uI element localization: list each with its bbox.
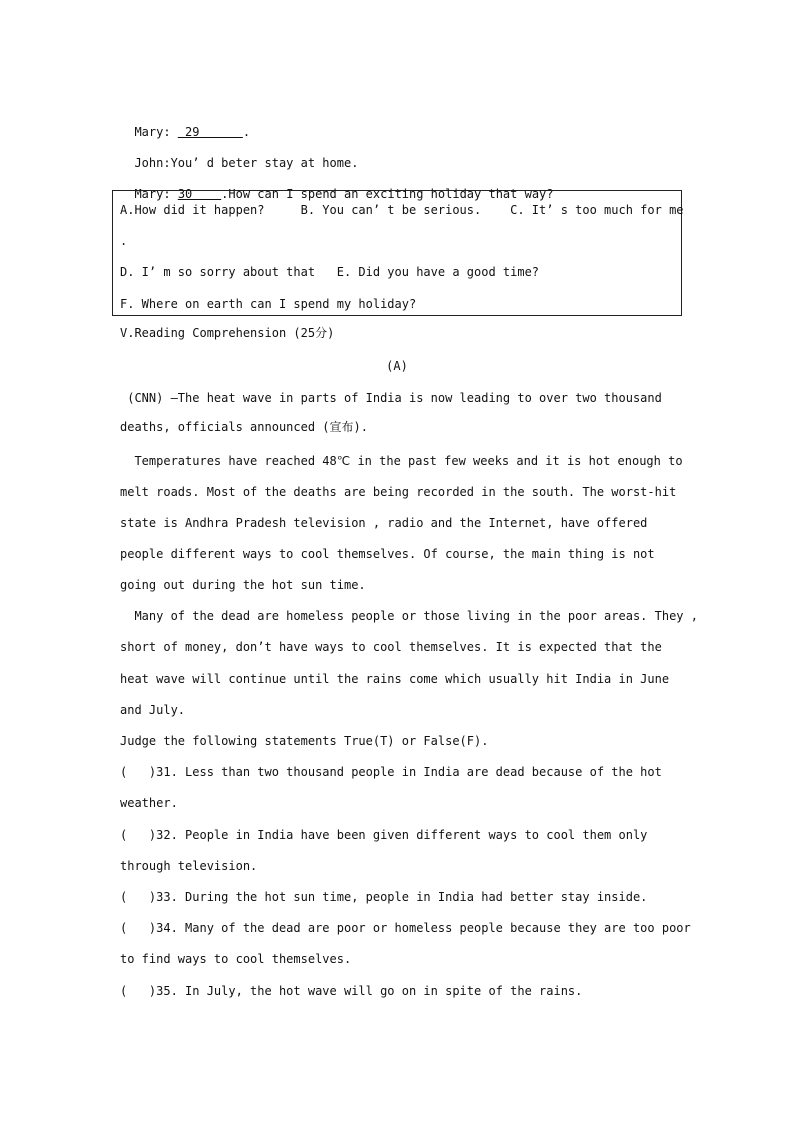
question-35[interactable]: ( )35. In July, the hot wave will go on in spite of the rains. [120, 984, 583, 998]
passage-line: heat wave will continue until the rains come which usually hit India in June [120, 672, 670, 686]
speaker-label: Mary: [134, 125, 178, 139]
question-33[interactable]: ( )33. During the hot sun time, people in India had better stay inside. [120, 890, 648, 904]
speaker-label: John: [134, 156, 171, 170]
question-31[interactable]: ( )31. Less than two thousand people in India are dead because of the hot [120, 765, 662, 779]
passage-line: going out during the hot sun time. [120, 578, 366, 592]
passage-line: deaths, officials announced (宣布). [120, 420, 368, 434]
passage-line: people different ways to cool themselves. Of course, the main thing is not [120, 547, 655, 561]
passage-line: Temperatures have reached 48℃ in the past few weeks and it is hot enough to [120, 454, 683, 468]
dialogue-text: .How can I spend an exciting holiday that way? [221, 187, 554, 201]
passage-label: (A) [386, 359, 408, 373]
question-34-cont: to find ways to cool themselves. [120, 952, 352, 966]
answer-blank-30[interactable]: 30 [177, 187, 222, 201]
option-line-3: F. Where on earth can I spend my holiday? [120, 297, 417, 311]
passage-line: Many of the dead are homeless people or those living in the poor areas. They , [120, 609, 698, 623]
passage-line: (CNN) –The heat wave in parts of India is now leading to over two thousand [120, 391, 662, 405]
question-34[interactable]: ( )34. Many of the dead are poor or homeless people because they are too poor [120, 921, 691, 935]
passage-line: and July. [120, 703, 186, 717]
passage-line: melt roads. Most of the deaths are being recorded in the south. The worst-hit [120, 485, 677, 499]
section-title: V.Reading Comprehension (25分) [120, 326, 335, 340]
option-line-2: D. I’ m so sorry about that E. Did you have a good time? [120, 265, 540, 279]
option-line-1-cont: . [120, 234, 128, 248]
question-32-cont: through television. [120, 859, 258, 873]
dialogue-line-29 [120, 108, 250, 140]
answer-blank-29[interactable]: 29 [177, 125, 243, 139]
question-31-cont: weather. [120, 796, 178, 810]
passage-line: state is Andhra Pradesh television , radio and the Internet, have offered [120, 516, 648, 530]
passage-line: short of money, don’t have ways to cool themselves. It is expected that the [120, 640, 662, 654]
dialogue-text: You’ d beter stay at home. [170, 156, 359, 170]
speaker-label: Mary: [134, 187, 178, 201]
instructions: Judge the following statements True(T) or False(F). [120, 734, 489, 748]
question-32[interactable]: ( )32. People in India have been given different ways to cool them only [120, 828, 648, 842]
option-line-1: A.How did it happen? B. You can’ t be serious. C. It’ s too much for me [120, 203, 684, 217]
dialogue-text: . [242, 125, 251, 139]
dialogue-line-john [120, 139, 358, 171]
